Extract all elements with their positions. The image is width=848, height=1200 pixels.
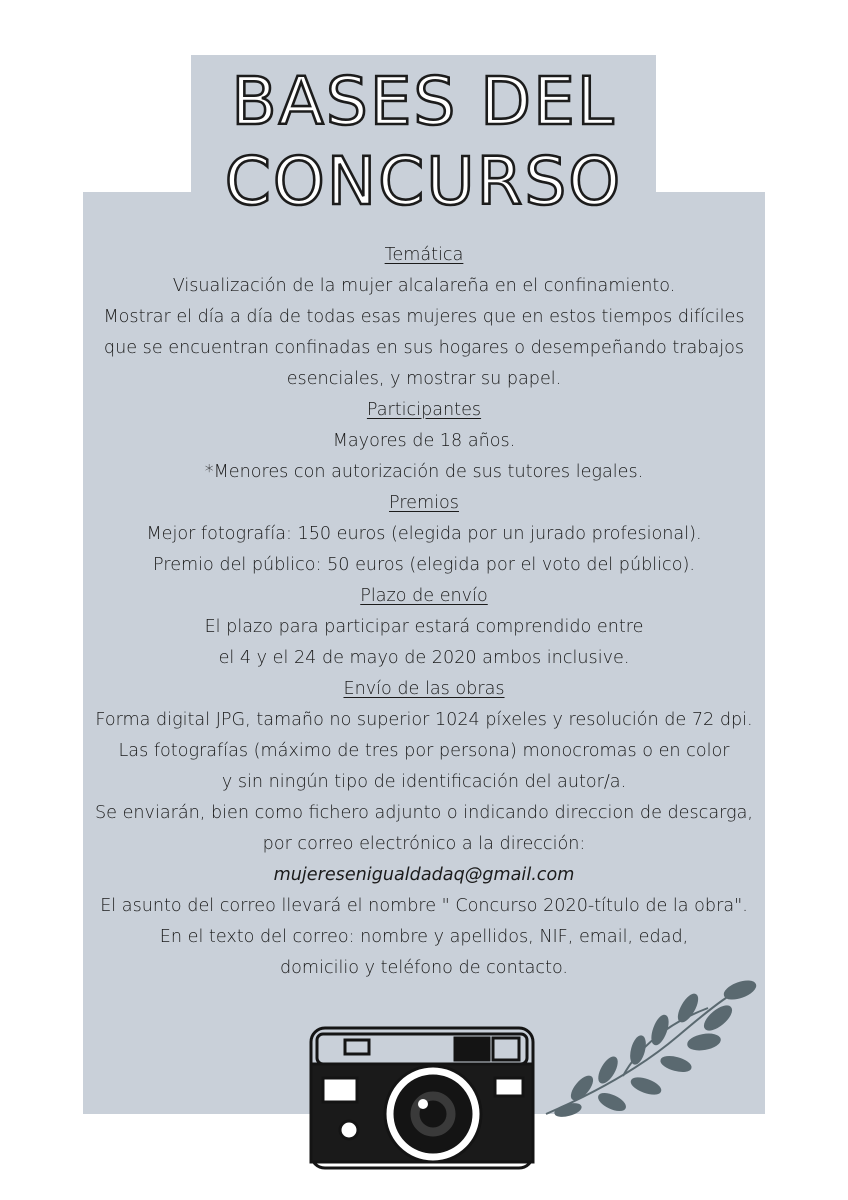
poster-title [191,62,656,222]
body-line: Mejor fotografía: 150 euros (elegida por un jurado profesional). [146,524,702,544]
contact-email: mujeresenigualdadaq@gmail.com [273,865,575,885]
title-line-1: BASES DEL [231,63,616,140]
section-heading-participantes: Participantes [366,400,482,420]
section-heading-envio: Envío de las obras [343,679,505,699]
body-line: Visualización de la mujer alcalareña en el confinamiento. [172,276,676,296]
body-line: Las fotografías (máximo de tres por persona) monocromas o en color [118,741,730,761]
rules-text [83,240,765,984]
body-line: En el texto del correo: nombre y apellidos, NIF, email, edad, [159,927,689,947]
leaf-branch-icon [528,978,760,1122]
body-line: El asunto del correo llevará el nombre " Concurso 2020-título de la obra". [100,896,748,916]
body-line: Se enviarán, bien como fichero adjunto o indicando direccion de descarga, [95,803,753,823]
body-line: Premio del público: 50 euros (elegida por el voto del público). [153,555,695,575]
body-line: el 4 y el 24 de mayo de 2020 ambos inclusive. [218,648,630,668]
body-line: Forma digital JPG, tamaño no superior 1024 píxeles y resolución de 72 dpi. [95,710,753,730]
section-heading-plazo: Plazo de envío [360,586,488,606]
body-line: y sin ningún tipo de identificación del autor/a. [221,772,627,792]
body-line: esenciales, y mostrar su papel. [286,369,562,389]
body-line: por correo electrónico a la dirección: [262,834,586,854]
body-line: El plazo para participar estará comprendido entre [204,617,644,637]
camera-icon [305,1018,541,1174]
body-line: domicilio y teléfono de contacto. [279,958,569,978]
body-line: que se encuentran confinadas en sus hogares o desempeñando trabajos [103,338,745,358]
title-line-2: CONCURSO [224,143,623,220]
section-heading-tematica: Temática [384,245,464,265]
section-heading-premios: Premios [389,493,459,513]
body-line: *Menores con autorización de sus tutores legales. [204,462,644,482]
body-line: Mayores de 18 años. [332,431,516,451]
body-line: Mostrar el día a día de todas esas mujeres que en estos tiempos difíciles [103,307,745,327]
